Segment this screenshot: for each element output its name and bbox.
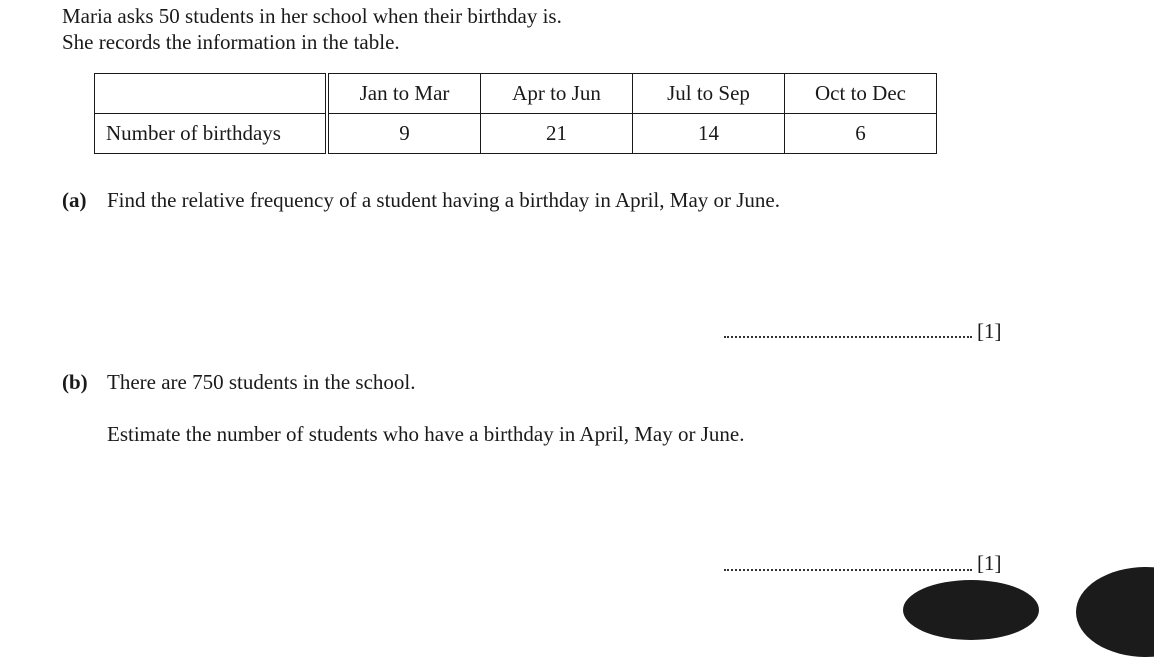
intro-line-1: Maria asks 50 students in her school when their birthday is.	[62, 4, 562, 28]
part-b-label: (b)	[62, 370, 88, 394]
part-a-answer-line[interactable]	[724, 336, 972, 338]
part-a-question: Find the relative frequency of a student having a birthday in April, May or June.	[107, 188, 780, 212]
table-cell-jan-mar: 9	[327, 114, 481, 154]
table-header-oct-dec: Oct to Dec	[785, 74, 937, 114]
table-header-jul-sep: Jul to Sep	[633, 74, 785, 114]
part-b-marks: [1]	[977, 551, 1002, 575]
table-header-apr-jun: Apr to Jun	[481, 74, 633, 114]
table-header-row	[95, 74, 937, 114]
part-a-marks: [1]	[977, 319, 1002, 343]
part-b-answer-line[interactable]	[724, 569, 972, 571]
table-row	[95, 114, 937, 154]
intro-line-2: She records the information in the table.	[62, 30, 400, 54]
part-b-statement: There are 750 students in the school.	[107, 370, 416, 394]
table-cell-oct-dec: 6	[785, 114, 937, 154]
corner-overlay-shape	[903, 580, 1039, 640]
part-b-question: Estimate the number of students who have a birthday in April, May or June.	[107, 422, 745, 446]
table-row-label: Number of birthdays	[95, 114, 328, 154]
corner-overlay-button[interactable]	[1076, 567, 1154, 657]
table-cell-apr-jun: 21	[481, 114, 633, 154]
table-corner-cell	[95, 74, 328, 114]
part-a-label: (a)	[62, 188, 87, 212]
table-cell-jul-sep: 14	[633, 114, 785, 154]
table-header-jan-mar: Jan to Mar	[327, 74, 481, 114]
birthday-frequency-table	[94, 73, 937, 154]
